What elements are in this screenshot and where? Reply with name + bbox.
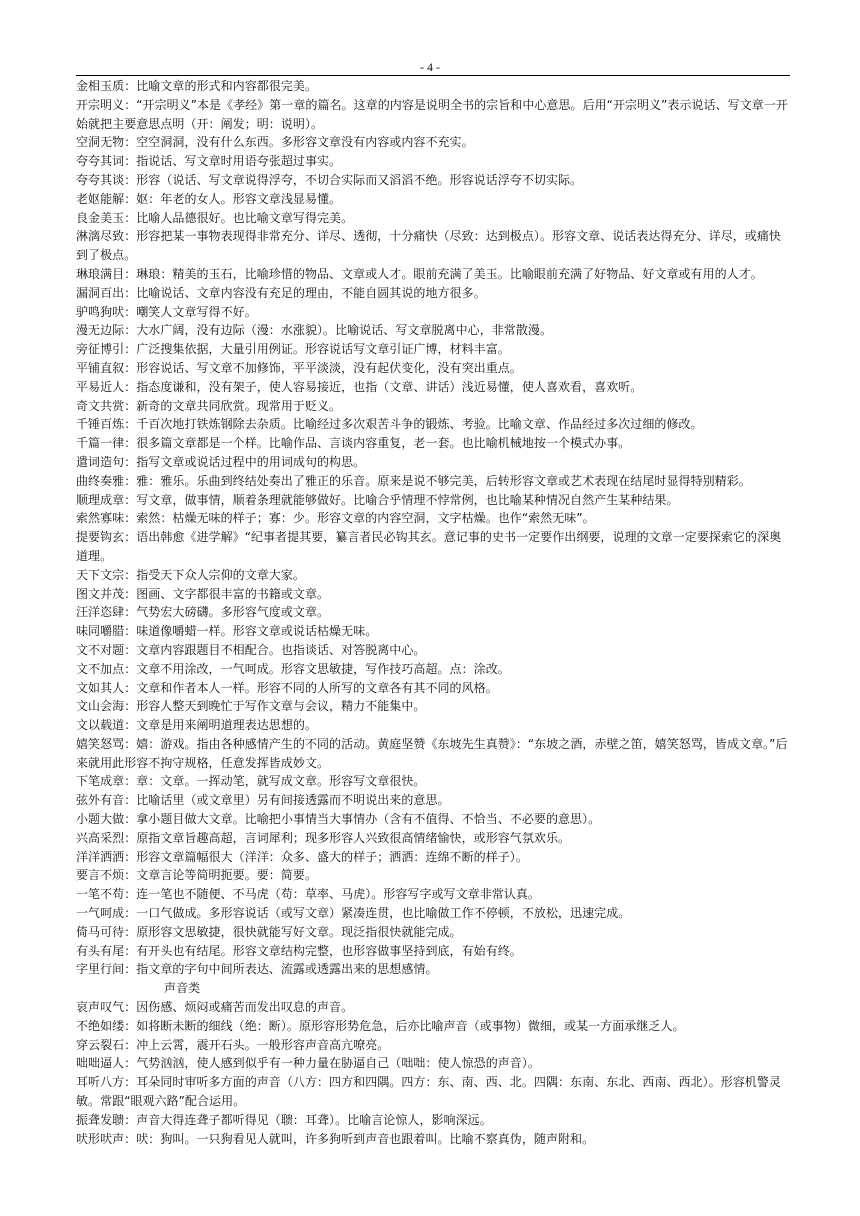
idiom-entry: 平铺直叙：形容说话、写文章不加修饰，平平淡淡，没有起伏变化，没有突出重点。 <box>76 360 522 375</box>
idiom-entry: 金相玉质：比喻文章的形式和内容都很完美。 <box>76 79 318 93</box>
idiom-entry: 穿云裂石：冲上云霄，震开石头。一般形容声音高亢嘹亮。 <box>76 1037 390 1052</box>
idiom-entry: 咄咄逼人：气势汹汹，使人感到似乎有一种力量在胁逼自己（咄咄：使人惊恐的声音）。 <box>76 1056 540 1071</box>
idiom-entry: 驴鸣狗吠：嘲笑人文章写得不好。 <box>76 304 257 319</box>
section-heading: 声音类 <box>164 981 201 996</box>
idiom-entry: 字里行间：指文章的字句中间所表达、流露或透露出来的思想感情。 <box>76 962 438 977</box>
idiom-entry: 漏洞百出：比喻说话、文章内容没有充足的理由，不能自圆其说的地方很多。 <box>76 285 486 300</box>
idiom-entry: 洋洋洒洒：形容文章篇幅很大（洋洋：众多、盛大的样子；洒洒：连绵不断的样子）。 <box>76 849 528 864</box>
idiom-entry: 漫无边际：大水广阔，没有边际（漫：水涨貌）。比喻说话、写文章脱离中心，非常散漫。 <box>76 323 553 338</box>
idiom-entry: 嬉笑怒骂：嬉：游戏。指由各种感情产生的不同的活动。黄庭坚赞《东坡先生真赞》：“东坡之酒，赤壁之笛，嬉笑怒骂，皆成文章。”后来就用此形容不拘守规格，任意发挥皆成妙文。 <box>76 736 788 770</box>
idiom-entry: 吠形吠声：吠：狗叫。一只狗看见人就叫，许多狗听到声音也跟着叫。比喻不察真伪，随声附和。 <box>76 1131 595 1146</box>
idiom-entry: 不绝如缕：如将断未断的细线（绝：断）。原形容形势危急，后亦比喻声音（或事物）微细，或某一方面承继乏人。 <box>76 1018 685 1033</box>
idiom-entry: 奇文共赏：新奇的文章共同欣赏。现常用于贬义。 <box>76 398 342 413</box>
idiom-entry: 千锤百炼：千百次地打铁炼钢除去杂质。比喻经过多次艰苦斗争的锻炼、考验。比喻文章、作品经过多次过细的修改。 <box>76 417 703 432</box>
idiom-entry: 文不对题：文章内容跟题目不相配合。也指谈话、对答脱离中心。 <box>76 642 426 657</box>
idiom-entry: 淋漓尽致：形容把某一事物表现得非常充分、详尽、透彻，十分痛快（尽致：达到极点）。形容文章、说话表达得充分、详尽，或痛快到了极点。 <box>76 229 781 263</box>
idiom-entry: 哀声叹气：因伤感、烦闷或痛苦而发出叹息的声音。 <box>76 1000 354 1015</box>
idiom-entry: 空洞无物：空空洞洞，没有什么东西。多形容文章没有内容或内容不充实。 <box>76 135 474 150</box>
header-rule <box>76 75 790 76</box>
entry-list <box>76 77 792 1148</box>
idiom-entry: 文以载道：文章是用来阐明道理表达思想的。 <box>76 718 318 733</box>
idiom-entry: 旁征博引：广泛搜集依据，大量引用例证。形容说话写文章引证广博，材料丰富。 <box>76 342 510 357</box>
idiom-entry: 下笔成章：章：文章。一挥动笔，就写成文章。形容写文章很快。 <box>76 774 426 789</box>
idiom-entry: 夸夸其词：指说话、写文章时用语夸张超过事实。 <box>76 154 342 169</box>
idiom-entry: 要言不烦：文章言论等简明扼要。要：简要。 <box>76 868 318 883</box>
idiom-entry: 索然寡味：索然：枯燥无味的样子；寡：少。形容文章的内容空洞，文字枯燥。也作“索然无味”。 <box>76 511 595 526</box>
idiom-entry: 图文并茂：图画、文字都很丰富的书籍或文章。 <box>76 586 330 601</box>
idiom-entry: 顺理成章：写文章，做事情，顺着条理就能够做好。比喻合乎情理不悖常例，也比喻某种情况自然产生某种结果。 <box>76 492 679 507</box>
idiom-entry: 遣词造句：指写文章或说话过程中的用词成句的构思。 <box>76 454 366 469</box>
idiom-entry: 文不加点：文章不用涂改，一气呵成。形容文思敏捷，写作技巧高超。点：涂改。 <box>76 661 510 676</box>
idiom-entry: 夸夸其谈：形容（说话、写文章说得浮夸，不切合实际而又滔滔不绝。形容说话浮夸不切实际。 <box>76 172 583 187</box>
idiom-entry: 汪洋恣肆：气势宏大磅礴。多形容气度或文章。 <box>76 605 330 620</box>
page-number: - 4 - <box>420 60 440 74</box>
idiom-entry: 有头有尾：有开头也有结尾。形容文章结构完整，也形容做事坚持到底，有始有终。 <box>76 943 522 958</box>
idiom-entry: 文如其人：文章和作者本人一样。形容不同的人所写的文章各有其不同的风格。 <box>76 680 498 695</box>
idiom-entry: 良金美玉：比喻人品德很好。也比喻文章写得完美。 <box>76 210 354 225</box>
idiom-entry: 兴高采烈：原指文章旨趣高超，言词犀利；现多形容人兴致很高情绪愉快，或形容气氛欢乐。 <box>76 830 571 845</box>
idiom-entry: 开宗明义：“开宗明义”本是《孝经》第一章的篇名。这章的内容是说明全书的宗旨和中心意思。后用“开宗明义”表示说话、写文章一开始就把主要意思点明（开：阐发；明：说明）。 <box>76 97 788 131</box>
idiom-entry: 琳琅满目：琳琅：精美的玉石，比喻珍惜的物品、文章或人才。眼前充满了美玉。比喻眼前充满了好物品、好文章或有用的人才。 <box>76 266 763 281</box>
idiom-entry: 平易近人：指态度谦和，没有架子，使人容易接近，也指（文章、讲话）浅近易懂，使人喜欢看，喜欢听。 <box>76 379 643 394</box>
idiom-entry: 曲终奏雅：雅：雅乐。乐曲到终结处奏出了雅正的乐音。原来是说不够完美，后转形容文章或艺术表现在结尾时显得特别精彩。 <box>76 473 751 488</box>
idiom-entry: 文山会海：形容人整天到晚忙于写作文章与会议，精力不能集中。 <box>76 699 426 714</box>
idiom-entry: 一笔不苟：连一笔也不随便、不马虎（苟：草率、马虎）。形容写字或写文章非常认真。 <box>76 887 540 902</box>
idiom-entry: 振聋发聩：声音大得连聋子都听得见（聩：耳聋）。比喻言论惊人，影响深远。 <box>76 1112 492 1127</box>
idiom-entry: 倚马可待：原形容文思敏捷，很快就能写好文章。现泛指很快就能完成。 <box>76 924 462 939</box>
idiom-entry: 小题大做：拿小题目做大文章。比喻把小事情当大事情办（含有不值得、不恰当、不必要的意思）。 <box>76 812 601 827</box>
idiom-entry: 千篇一律：很多篇文章都是一个样。比喻作品、言谈内容重复，老一套。也比喻机械地按一个模式办事。 <box>76 436 631 451</box>
idiom-entry: 一气呵成：一口气做成。多形容说话（或写文章）紧凑连贯，也比喻做工作不停顿，不放松，迅速完成。 <box>76 906 631 921</box>
idiom-entry: 耳听八方：耳朵同时审听多方面的声音（八方：四方和四隅。四方：东、南、西、北。四隅：东南、东北、西南、西北）。形容机警灵敏。常跟“眼观六路”配合运用。 <box>76 1075 781 1109</box>
idiom-entry: 老妪能解：妪：年老的女人。形容文章浅显易懂。 <box>76 191 342 206</box>
idiom-entry: 味同嚼腊：味道像嚼蜡一样。形容文章或说话枯燥无味。 <box>76 624 378 639</box>
idiom-entry: 弦外有音：比喻话里（或文章里）另有间接透露而不明说出来的意思。 <box>76 793 450 808</box>
idiom-entry: 提要钩玄：语出韩愈《进学解》“纪事者提其要，纂言者民必钩其玄。意记事的史书一定要作出纲要，说理的文章一定要探索它的深奥道理。 <box>76 530 782 563</box>
idiom-entry: 天下文宗：指受天下众人宗仰的文章大家。 <box>76 567 305 582</box>
